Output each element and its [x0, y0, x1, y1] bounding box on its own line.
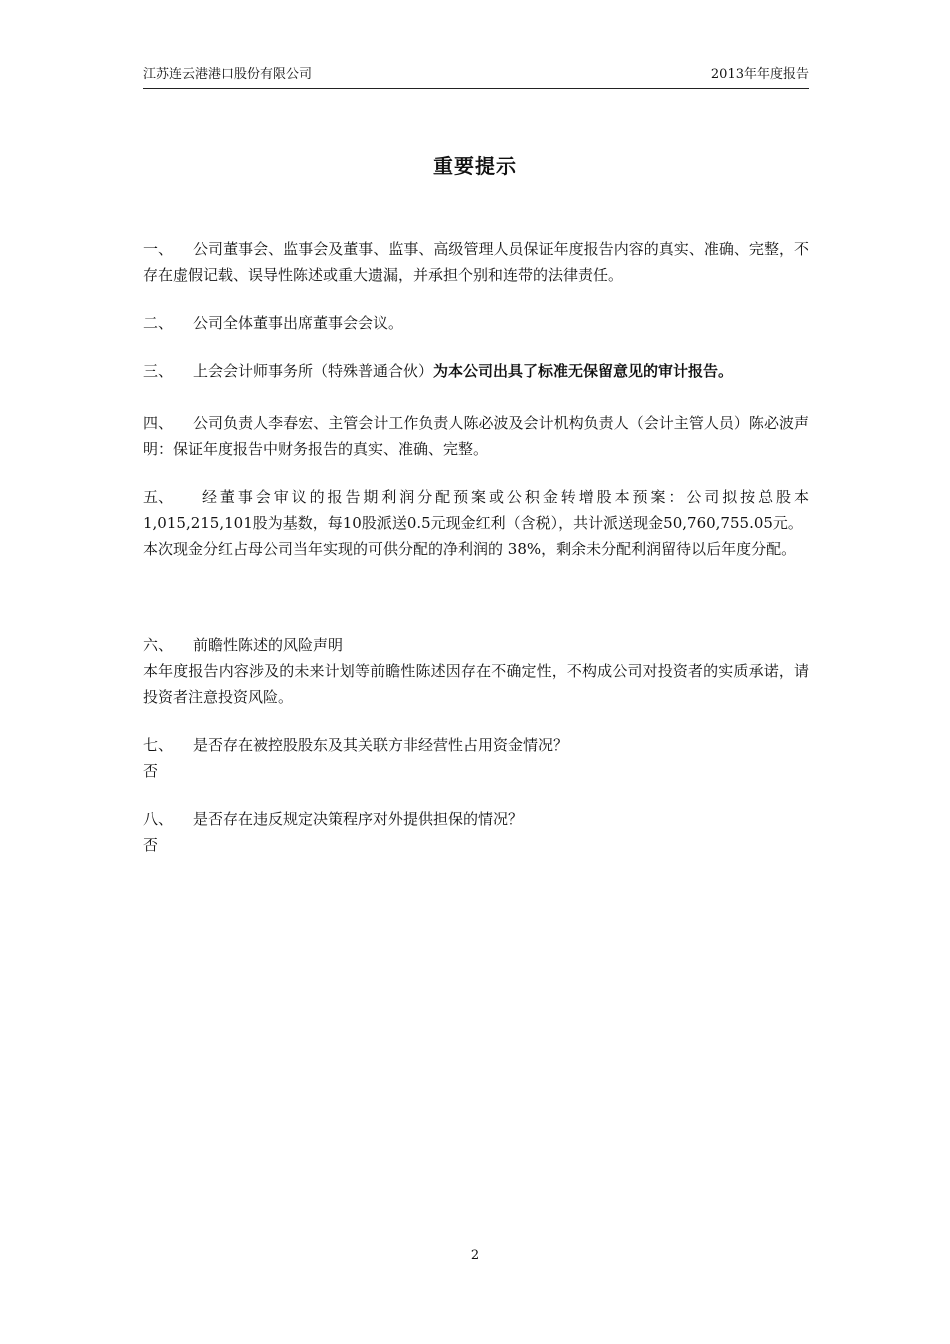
item-number: 六、: [143, 636, 174, 654]
item-text: 经董事会审议的报告期利润分配预案或公积金转增股本预案：公司拟按总股本1,015,215,101股为基数，每10股派送0.5元现金红利（含税），共计派送现金50,760,755.05元。: [143, 488, 809, 532]
notice-item-4: [143, 410, 809, 462]
item-number: 三、: [143, 362, 174, 380]
item-number: 二、: [143, 314, 174, 332]
item-number: 七、: [143, 736, 174, 754]
item-text: 公司全体董事出席董事会会议。: [193, 314, 404, 332]
item-text-bold: 为本公司出具了标准无保留意见的审计报告。: [433, 362, 734, 380]
item-number: 五、: [143, 488, 174, 506]
notice-item-5: [143, 484, 809, 562]
item-text: 公司负责人李春宏、主管会计工作负责人陈必波及会计机构负责人（会计主管人员）陈必波声明：保证年度报告中财务报告的真实、准确、完整。: [143, 414, 809, 458]
item-text-continued: 本年度报告内容涉及的未来计划等前瞻性陈述因存在不确定性，不构成公司对投资者的实质承诺，请投资者注意投资风险。: [143, 662, 809, 706]
notice-item-3: [143, 358, 809, 384]
header-report-title: 2013年年度报告: [710, 67, 809, 82]
page-number: 2: [470, 1248, 480, 1263]
item-text: 是否存在被控股股东及其关联方非经营性占用资金情况？: [193, 736, 569, 754]
notice-item-1: [143, 236, 809, 288]
item-text: 上会会计师事务所（特殊普通合伙）: [193, 362, 434, 380]
item-text: 前瞻性陈述的风险声明: [193, 636, 344, 654]
item-answer: 否: [143, 836, 159, 854]
notice-item-2: [143, 310, 809, 336]
page-header: [143, 66, 809, 89]
item-text: 公司董事会、监事会及董事、监事、高级管理人员保证年度报告内容的真实、准确、完整，不存在虚假记载、误导性陈述或重大遗漏，并承担个别和连带的法律责任。: [143, 240, 809, 284]
notice-item-6: [143, 632, 809, 710]
item-text: 是否存在违反规定决策程序对外提供担保的情况？: [193, 810, 524, 828]
header-company: 江苏连云港港口股份有限公司: [143, 67, 313, 82]
item-number: 八、: [143, 810, 174, 828]
item-number: 一、: [143, 240, 174, 258]
notice-item-8: [143, 806, 809, 858]
page-title: 重要提示: [433, 154, 517, 178]
notice-item-7: [143, 732, 809, 784]
item-number: 四、: [143, 414, 174, 432]
item-answer: 否: [143, 762, 159, 780]
item-text-continued: 本次现金分红占母公司当年实现的可供分配的净利润的 38%，剩余未分配利润留待以后年度分配。: [143, 540, 797, 558]
